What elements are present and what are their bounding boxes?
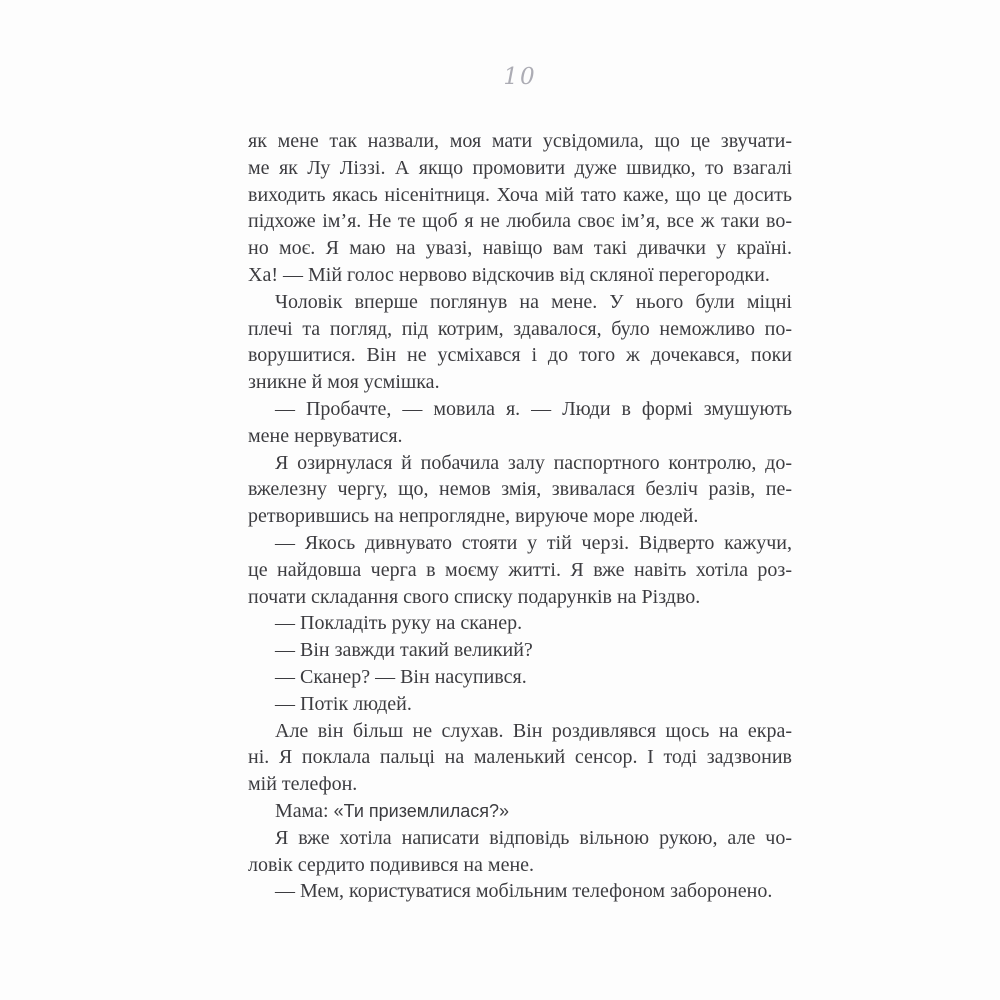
text-line <box>248 798 792 825</box>
text-line: як мене так назвали, моя мати усвідомила, що це звучати- <box>248 130 792 152</box>
text-line: Ха! — Мій голос нервово відскочив від скляної перегородки. <box>248 263 770 286</box>
text-line: Чоловік вперше поглянув на мене. У нього були міцні <box>275 290 792 313</box>
text-line: зникне й моя усмішка. <box>248 371 440 394</box>
text-line: но моє. Я маю на увазі, навіщо вам такі дивачки у країні. <box>248 237 792 260</box>
text-line: ні. Я поклала пальці на маленький сенсор. І тоді задзвонив <box>248 746 792 769</box>
text-line: ретворившись на непроглядне, вируюче море людей. <box>248 505 699 528</box>
text-line: — Пробачте, — мовила я. — Люди в формі змушують <box>275 397 792 420</box>
narration-text: Мама: <box>275 799 334 822</box>
text-line: вжелезну чергу, що, немов змія, звивалася безліч разів, пе- <box>248 478 792 501</box>
text-line: ловік сердито подивився на мене. <box>248 853 535 876</box>
text-line: виходить якась нісенітниця. Хоча мій тато каже, що це досить <box>248 183 792 206</box>
text-line: — Якось дивнувато стояти у тій черзі. Відверто кажучи, <box>275 531 792 554</box>
sms-message-text: «Ти приземлилася?» <box>333 800 509 821</box>
text-block <box>248 128 792 905</box>
text-line: плечі та погляд, під котрим, здавалося, було неможливо по- <box>248 317 792 340</box>
text-line: Але він більш не слухав. Він роздивлявся щось на екра- <box>275 719 792 742</box>
text-line: це найдовша черга в моєму житті. Я вже навіть хотіла роз- <box>248 558 792 581</box>
text-line: — Мем, користуватися мобільним телефоном заборонено. <box>275 880 773 903</box>
text-line: — Потік людей. <box>275 692 412 715</box>
text-line: — Покладіть руку на сканер. <box>275 612 523 635</box>
text-line: ворушитися. Він не усміхався і до того ж дочекався, поки <box>248 344 792 367</box>
page-number: 10 <box>503 64 537 90</box>
text-line: — Він завжди такий великий? <box>275 639 533 662</box>
text-line: підхоже ім’я. Не те щоб я не любила своє ім’я, все ж таки во- <box>248 210 792 233</box>
text-line: ме як Лу Ліззі. А якщо промовити дуже швидко, то взагалі <box>248 156 792 179</box>
text-line: Я озирнулася й побачила залу паспортного контролю, до- <box>275 451 792 474</box>
text-line: мене нервуватися. <box>248 424 403 447</box>
text-line: Я вже хотіла написати відповідь вільною рукою, але чо- <box>275 826 792 849</box>
text-line: почати складання свого списку подарунків на Різдво. <box>248 585 701 608</box>
text-line: — Сканер? — Він насупився. <box>275 665 527 688</box>
text-line: мій телефон. <box>248 773 358 796</box>
